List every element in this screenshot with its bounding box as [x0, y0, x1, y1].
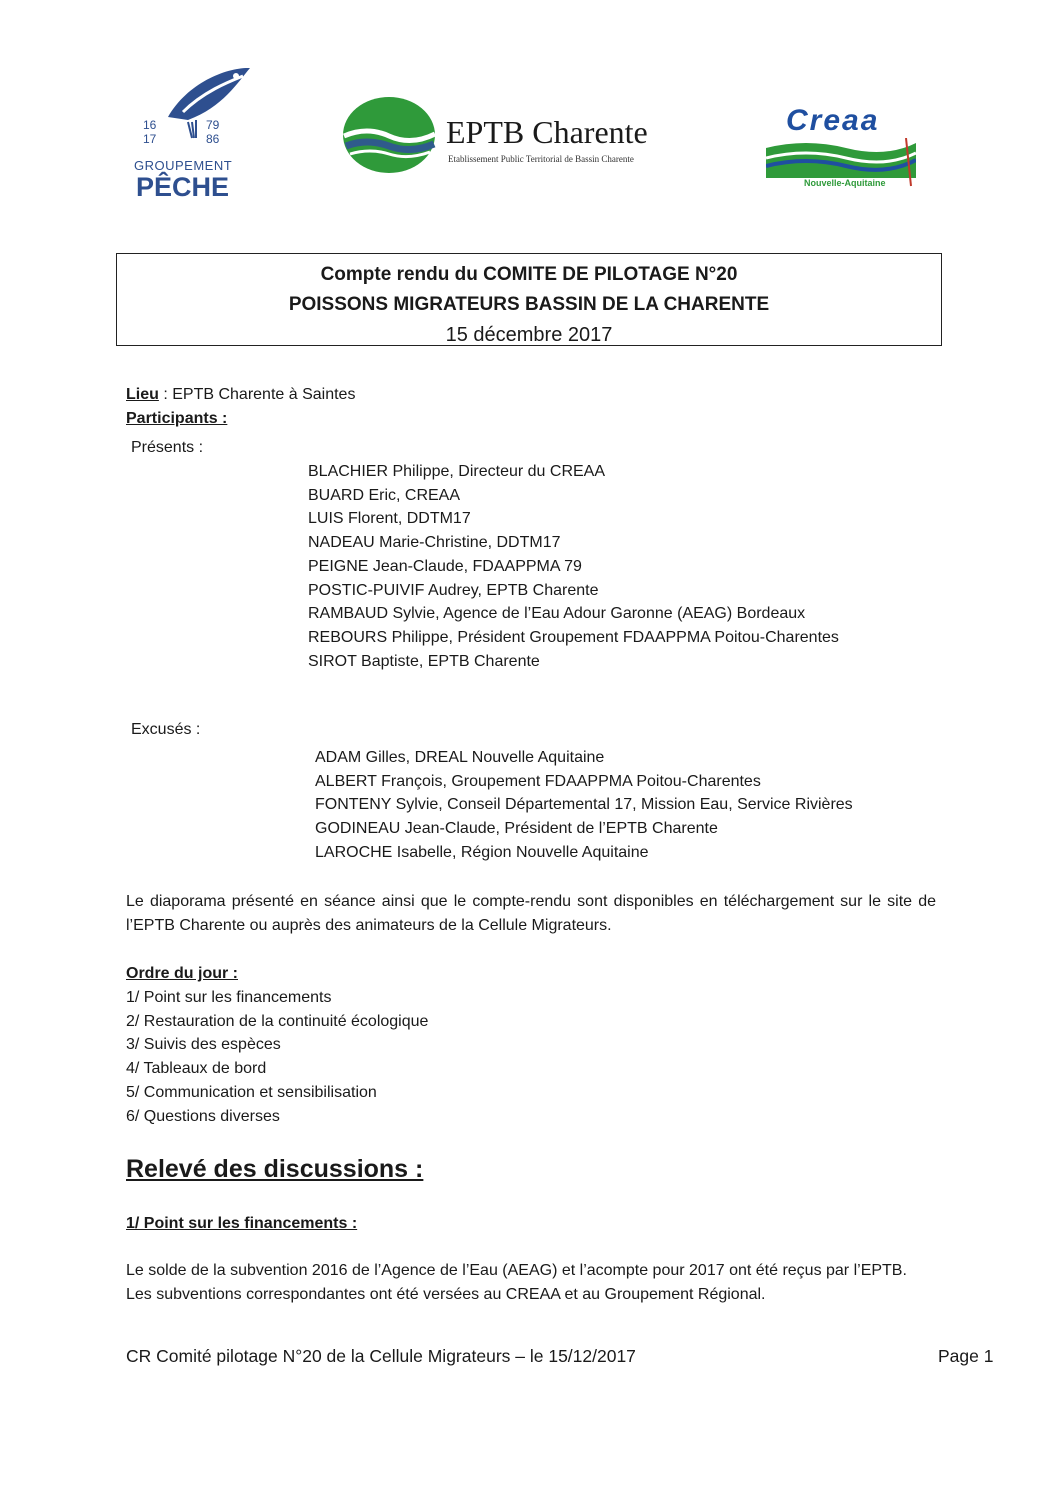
title-box — [116, 253, 942, 346]
list-item: 1/ Point sur les financements — [126, 989, 332, 1006]
section1-paragraph: Le solde de la subvention 2016 de l’Agence de l’Eau (AEAG) et l’acompte pour 2017 ont été reçus par l’EPTB. Les subventions correspondantes ont été versées au CREAA et au Groupement Régional. — [126, 1262, 907, 1303]
eptb-subtitle: Etablissement Public Territorial de Bassin Charente — [448, 154, 634, 164]
list-item: POSTIC-PUIVIF Audrey, EPTB Charente — [308, 581, 599, 599]
list-item: PEIGNE Jean-Claude, FDAAPPMA 79 — [308, 557, 582, 575]
list-item: ALBERT François, Groupement FDAAPPMA Poitou-Charentes — [315, 772, 761, 790]
logo-num: 17 — [143, 132, 157, 146]
ordre-label: Ordre du jour : — [126, 965, 238, 982]
eptb-name: EPTB Charente — [446, 114, 648, 150]
title-line-2: POISSONS MIGRATEURS BASSIN DE LA CHARENTE — [288, 294, 770, 315]
list-item: NADEAU Marie-Christine, DDTM17 — [308, 534, 561, 552]
excuses-list — [315, 746, 853, 865]
title-date: 15 décembre 2017 — [445, 324, 613, 346]
diaporama-paragraph: Le diaporama présenté en séance ainsi que le compte-rendu sont disponibles en téléchargement sur le site de l’EPTB Charente ou auprès des animateurs de la Cellule Migrateurs. — [126, 893, 936, 934]
eptb-charente-logo — [342, 96, 662, 176]
logo-num: 79 — [206, 118, 220, 132]
ordre-list — [126, 986, 428, 1128]
list-item: 3/ Suivis des espèces — [126, 1036, 281, 1054]
logo-peche-text: PÊCHE — [136, 172, 230, 202]
presents-label: Présents : — [131, 439, 204, 456]
footer-left: CR Comité pilotage N°20 de la Cellule Migrateurs – le 15/12/2017 — [126, 1346, 636, 1366]
creaa-name: Creaa — [786, 104, 880, 137]
lieu-label: Lieu — [126, 386, 159, 403]
globe-icon — [342, 96, 437, 174]
list-item: ADAM Gilles, DREAL Nouvelle Aquitaine — [315, 749, 605, 766]
lieu-line — [126, 383, 355, 407]
list-item: SIROT Baptiste, EPTB Charente — [308, 652, 540, 670]
footer-page-number: Page 1 — [938, 1346, 994, 1366]
lieu-value: : EPTB Charente à Saintes — [158, 386, 356, 403]
list-item: BUARD Eric, CREAA — [308, 486, 461, 504]
list-item: 4/ Tableaux de bord — [126, 1060, 267, 1078]
creaa-logo — [764, 104, 919, 194]
logo-num: 86 — [206, 132, 220, 146]
title-line-1: Compte rendu du COMITE DE PILOTAGE N°20 — [320, 264, 738, 285]
list-item: GODINEAU Jean-Claude, Président de l’EPTB Charente — [315, 820, 718, 838]
list-item: BLACHIER Philippe, Directeur du CREAA — [308, 463, 606, 480]
list-item: RAMBAUD Sylvie, Agence de l’Eau Adour Garonne (AEAG) Bordeaux — [308, 605, 806, 623]
list-item: 6/ Questions diverses — [126, 1107, 280, 1125]
list-item: FONTENY Sylvie, Conseil Départemental 17, Mission Eau, Service Rivières — [315, 796, 853, 814]
creaa-region: Nouvelle-Aquitaine — [804, 178, 886, 188]
section1-heading: 1/ Point sur les financements : — [126, 1215, 358, 1232]
logo-num: 16 — [143, 118, 157, 132]
logo-groupement-text: GROUPEMENT — [134, 158, 233, 173]
list-item: 2/ Restauration de la continuité écologique — [126, 1012, 429, 1030]
presents-list — [308, 460, 839, 673]
groupement-peche-logo — [128, 62, 263, 202]
releve-heading: Relevé des discussions : — [126, 1155, 424, 1183]
list-item: 5/ Communication et sensibilisation — [126, 1083, 377, 1101]
excuses-label: Excusés : — [131, 721, 201, 738]
participants-label: Participants : — [126, 410, 228, 427]
list-item: LUIS Florent, DDTM17 — [308, 510, 471, 528]
list-item: LAROCHE Isabelle, Région Nouvelle Aquitaine — [315, 843, 649, 861]
list-item: REBOURS Philippe, Président Groupement FDAAPPMA Poitou-Charentes — [308, 628, 839, 646]
